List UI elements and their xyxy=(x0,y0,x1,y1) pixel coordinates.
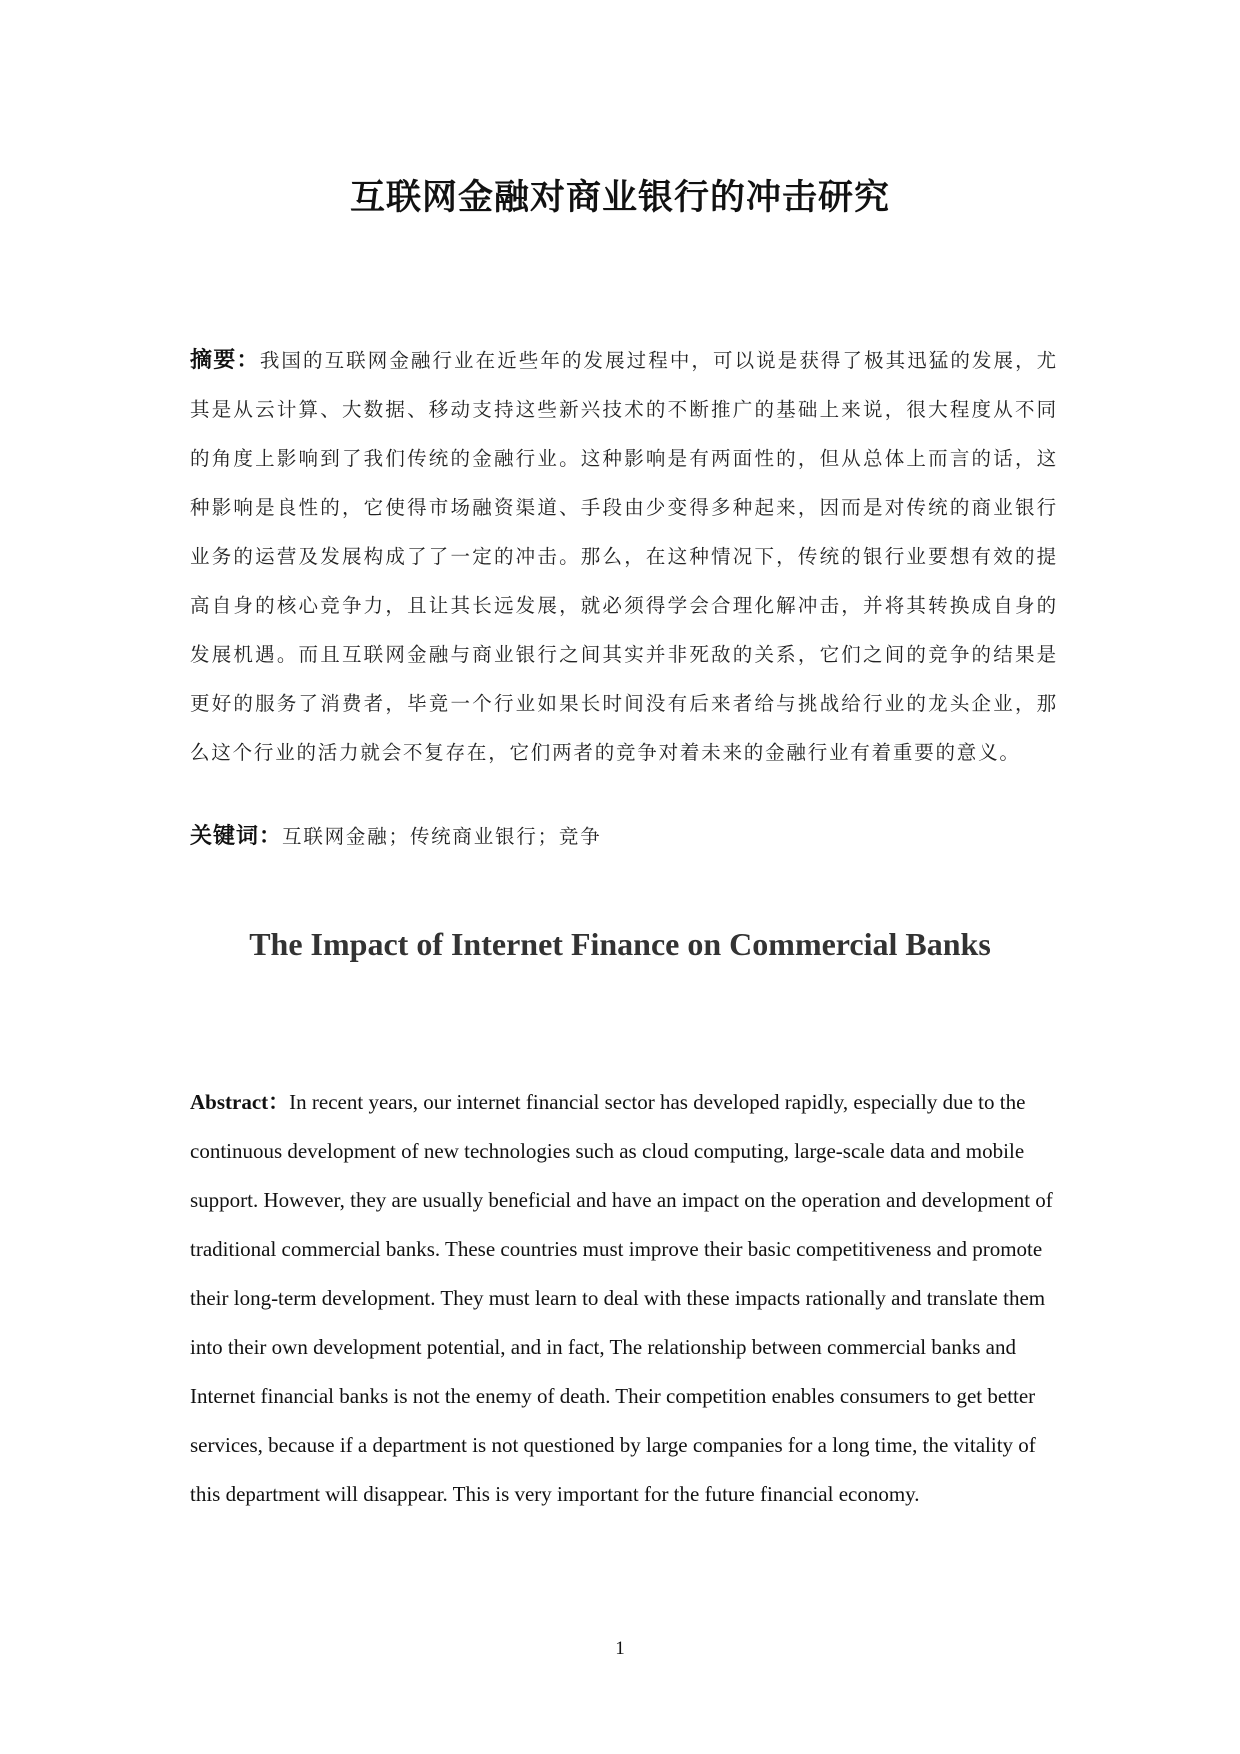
chinese-abstract-text: 我国的互联网金融行业在近些年的发展过程中，可以说是获得了极其迅猛的发展，尤其是从云计算、大数据、移动支持这些新兴技术的不断推广的基础上来说，很大程度从不同的角度上影响到了我们传统的金融行业。这种影响是有两面性的，但从总体上而言的话，这种影响是良性的，它使得市场融资渠道、手段由少变得多种起来，因而是对传统的商业银行业务的运营及发展构成了了一定的冲击。那么，在这种情况下，传统的银行业要想有效的提高自身的核心竞争力，且让其长远发展，就必须得学会合理化解冲击，并将其转换成自身的发展机遇。而且互联网金融与商业银行之间其实并非死敌的关系，它们之间的竞争的结果是更好的服务了消费者，毕竟一个行业如果长时间没有后来者给与挑战给行业的龙头企业，那么这个行业的活力就会不复存在，它们两者的竞争对着未来的金融行业有着重要的意义。 xyxy=(190,349,1058,764)
english-abstract-label: Abstract： xyxy=(190,1090,290,1114)
english-abstract-text: In recent years, our internet financial sector has developed rapidly, especially due to the continuous development of new technologies such as cloud computing, large-scale data and mobile support. However, they are usually beneficial and have an impact on the operation and development of traditional commercial banks. These countries must improve their basic competitiveness and promote their long-term development. They must learn to deal with these impacts rationally and translate them into their own development potential, and in fact, The relationship between commercial banks and Internet financial banks is not the enemy of death. Their competition enables consumers to get better services, because if a department is not questioned by large companies for a long time, the vitality of this department will disappear. This is very important for the future financial economy. xyxy=(190,1090,1053,1506)
chinese-keywords-label: 关键词： xyxy=(190,824,283,849)
chinese-abstract-label: 摘要： xyxy=(190,348,260,373)
page-number: 1 xyxy=(615,1638,625,1659)
chinese-abstract xyxy=(190,336,1058,777)
chinese-keywords-text: 互联网金融；传统商业银行；竞争 xyxy=(282,825,602,848)
chinese-title: 互联网金融对商业银行的冲击研究 xyxy=(349,178,890,218)
english-title: The Impact of Internet Finance on Commercial Banks xyxy=(249,926,991,962)
english-abstract xyxy=(190,1078,1070,1519)
chinese-keywords xyxy=(190,817,1058,857)
